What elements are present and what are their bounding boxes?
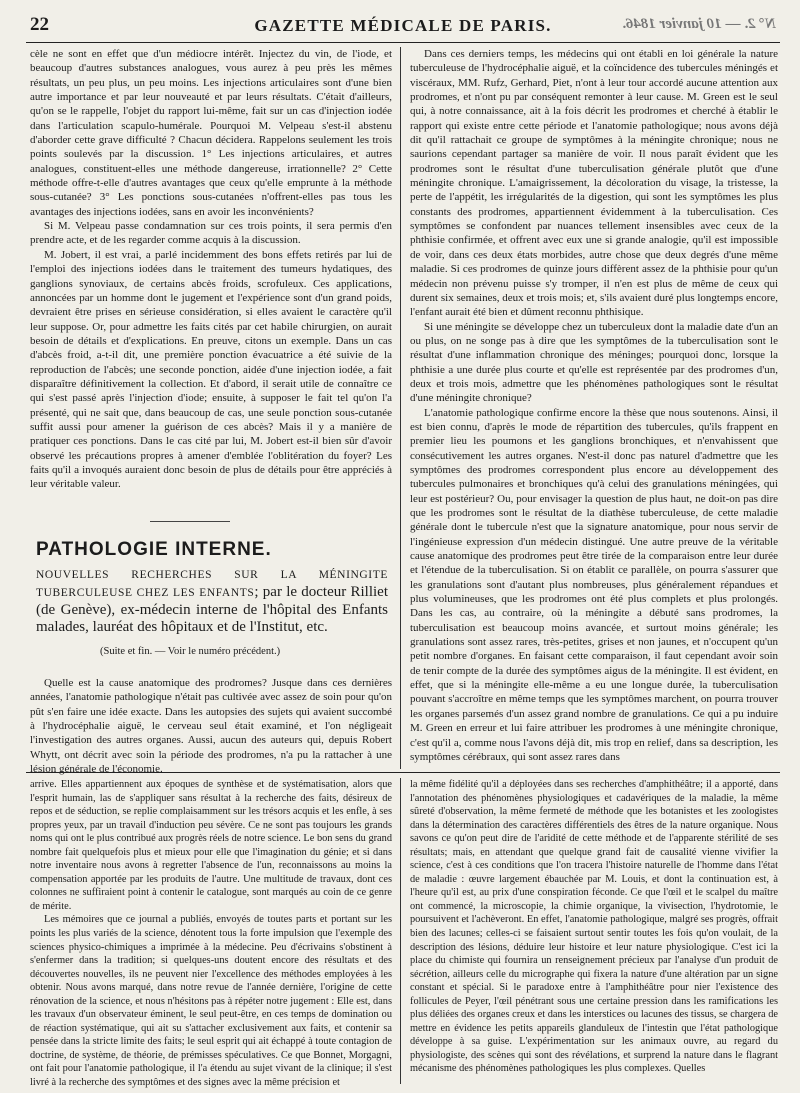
paragraph: Les mémoires que ce journal a publiés, envoyés de toutes parts et portant sur les points les plus variés de la science, dénotent tous la forte impulsion que l'exemple des sciences physico-chimiques a imprimée à la médecine. Peu d'écrivains s'obstinent à s'enfermer dans la tradition; si quelques-uns doutent encore des résultats et des découvertes nouvelles, ils ne peuvent nier l'excellence des méthodes employées à les obtenir. Nous avons marqué, dans notre revue de l'année dernière, l'origine de cette rénovation de la science, et nous n'hésitons pas à répéter notre jugement : Elle est, dans les travaux d'un observateur éminent, le seul peut-être, en ces temps de domination ou de réaction systématique, qui ait su s'attacher exclusivement aux faits, et contenir sa pensée dans la stricte limite des faits; le seul esprit qui ait échappé à toute contagion de doctrine, de système, de théorie, de prémisses spéculatives. Ce que Bonnet, Morgagni, ont fait pour l'anatomie pathologique, il l'a étendu au sujet vivant de la clinique; il s'est livré à la recherche des symptômes et des signes avec la même précision et xyxy=(30,914,392,1089)
paragraph: Dans ces derniers temps, les médecins qui ont établi en loi générale la nature tuberculeuse de l'hydrocéphalie aiguë, et la coïncidence des tubercules méningés et viscéraux, MM. Rufz, Gerhard, Piet, n'ont à leur tour accordé aucune attention aux prodromes, et n'ont pu par conséquent remonter à leur cause. M. Green est le seul qui, à notre connaissance, ait à la fois décrit les prodromes et cherché à établir le rapport qui existe entre cette période et l'anatomie pathologique; nous avons déjà dit qu'il rattachait ce groupe de symptômes à la méningite chronique; nous ne saurions cependant partager sa manière de voir. Il nous paraît évident que les prodromes sont le résultat d'une tuberculisation générale plutôt que d'une méningite chronique. L'amaigrissement, la décoloration du visage, la tristesse, la perte de l'appétit, les irrégularités de la digestion, qui sont les symptômes les plus constants des prodromes, appartiennent évidemment à la tuberculisation. Ces symptômes se confondent par nuances tellement insensibles avec ceux de la phthisie confirmée, et offrent avec eux une si grande analogie, qu'il est impossible de voir, dans ces deux états morbides, autre chose que deux degrés d'une même maladie. Si ces prodromes de quinze jours diffèrent assez de la phthisie pour qu'un médecin non prévenu puisse s'y tromper, il n'en est plus de même de ceux qui durent six semaines, deux et trois mois; et, s'ils avaient duré plus longtemps encore, l'enfant aurait été bien et dûment reconnu phthisique. xyxy=(410,48,778,319)
feuilleton-left xyxy=(30,778,392,1089)
journal-title: GAZETTE MÉDICALE DE PARIS. xyxy=(254,16,552,35)
paragraph: L'anatomie pathologique confirme encore la thèse que nous soutenons. Ainsi, il est bien connu, d'après le mode de répartition des tubercules, qu'ils frappent en premier lieu les poumons et les ganglions bronchiques, et n'envahissent que consécutivement les autres organes. N'est-il donc pas naturel d'admettre que les symptômes des prodromes correspondent plus encore au développement des tubercules pulmonaires et bronchiques qu'à celui des granulations méningées, qui leur est postérieur? Ou, pour envisager la question de plus haut, ne doit-on pas dire que les prodromes sont le résultat de la diathèse tuberculeuse, de cette maladie générale dont le tubercule n'est que la signature anatomique, pour nous servir de l'ingénieuse expression d'un médecin distingué. Une autre preuve de la véritable cause anatomique des prodromes peut être tirée de la comparaison entre leur durée et l'étendue de la tuberculisation. Si on établit ce parallèle, on pourra s'assurer que les granulations sont d'autant plus nombreuses, plus généralement répandues et plus volumineuses, que les prodromes ont été plus complets et plus prolongés. Dans les cas, au contraire, où la méningite a débuté sans prodromes, la tuberculisation est beaucoup moins avancée, et surtout moins générale; les granulations sont assez rares, très-petites, grises et non jaunes, et n'occupent qu'un petit nombre d'organes. En faisant cette comparaison, il faut cependant avoir soin de tenir compte de la durée des symptômes aigus de la méningite. Il est évident, en effet, que si la méningite elle-même a eu une longue durée, la tuberculisation pouvant s'accroître en même temps que les symptômes marchent, on pourra trouver les organes parsemés d'un assez grand nombre de granulations. Ce qui a pu induire M. Green en erreur et lui faire attribuer les prodromes à une méningite chronique, c'est qu'il a, comme nous l'avons déjà dit, mis trop en relief, dans sa description, les symptômes cérébraux, qui sont assez rares dans xyxy=(410,406,778,763)
article-subtitle: (Suite et fin. — Voir le numéro précédent.) xyxy=(100,646,281,657)
paragraph: Si une méningite se développe chez un tuberculeux dont la maladie date d'un an ou plus, on ne songe pas à dire que les symptômes de la tuberculisation sont le résultat d'une inflammation chronique des méninges; pourquoi donc, lorsque la phthisie a une durée plus courte et qu'elle est représentée par des prodromes d'un, deux et trois mois, admettre que les phénomènes pathologiques sont le résultat d'une méningite chronique? xyxy=(410,320,778,405)
article-title-author: ; par le docteur Rilliet (de Genève), ex-médecin interne de l'hôpital des Enfants malades, lauréat des hôpitaux et de l'Institut, etc. xyxy=(36,584,389,635)
feuilleton-right xyxy=(410,778,778,1084)
feuilleton-divider xyxy=(400,778,401,1084)
section-title: PATHOLOGIE INTERNE. xyxy=(36,539,272,560)
page-header xyxy=(30,14,776,40)
paragraph: M. Jobert, il est vrai, a parlé incidemment des bons effets retirés par lui de l'emploi des injections iodées dans le traitement des tumeurs hydatiques, des ganglions synoviaux, de certains abcès froids, scrofuleux. Ces applications, annoncées par un homme dont le jugement et l'expérience sont d'un grand poids, devraient être prises en sérieuse considération, si elles avaient le caractère qu'il leur suppose. Or, pour admettre les faits cités par cet habile chirurgien, on aurait besoin de détails et d'explications. En preuve, citons un exemple. Dans un cas d'abcès froid, a-t-il dit, une première ponction évacuatrice a été suivie de la reproduction de l'abcès; une seconde ponction, aidée d'une injection iodée, a fait disparaître définitivement la collection. Et d'abord, il serait utile de connaître ce qui s'est passé après l'injection d'iode; ensuite, à supposer le fait tel qu'on l'a présenté, qui ne sait que, dans beaucoup de cas, une seule ponction sous-cutanée suffit aussi pour amener la guérison de ces abcès? Mais il y a manière de pratiquer ces ponctions. Dans le cas cité par lui, M. Jobert est-il bien sûr d'avoir observé les précautions propres à amener d'emblée l'oblitération du foyer? Les faits qu'il a invoqués auraient donc besoin de plus de détails pour être appréciés à leur véritable valeur. xyxy=(30,248,392,491)
feuilleton-rule xyxy=(26,772,780,773)
paragraph: Quelle est la cause anatomique des prodromes? Jusque dans ces dernières années, l'anatomie pathologique n'était pas cultivée avec assez de soin pour qu'on pût s'en faire une idée exacte. Dans les autopsies des sujets qui avaient succombé à l'hydrocéphalie aiguë, le cerveau seul était examiné, et l'on négligeait l'investigation des autres organes. Aussi, aucun des auteurs qui, depuis Robert Whytt, ont décrit avec soin la période des prodromes, n'a pu la rattacher à une lésion générale de l'économie. xyxy=(30,677,392,776)
column-right-top xyxy=(410,47,778,769)
paragraph: cèle ne sont en effet que d'un médiocre intérêt. Injectez du vin, de l'iode, et beaucoup d'autres substances analogues, vous aurez à peu près les mêmes résultats, un peu plus, un peu moins. Les injections articulaires sont d'une bien autre importance et par leur nouveauté et par leurs résultats. C'était d'ailleurs, qu'on se le rappelle, l'objet du rapport lui-même, fait sur un cas d'injection iodée dans l'articulation scapulo-humérale. Pourquoi M. Velpeau s'est-il abstenu d'aborder cette grave difficulté ? Chacun décidera. Rappelons seulement les trois points soulevés par la discussion. 1° Les injections articulaires, et autres analogues, constituent-elles une méthode dangereuse, irrationnelle? 2° Cette méthode offre-t-elle d'autres avantages que ceux qu'elle emprunte à la méthode sous-cutanée? 3° Les ponctions sous-cutanées n'offrent-elles pas tous les avantages des injections iodées, sans en avoir les inconvénients? xyxy=(30,48,392,218)
column-left-top xyxy=(30,47,392,513)
page-number: 22 xyxy=(30,14,49,35)
header-rule xyxy=(26,42,780,43)
paragraph: Si M. Velpeau passe condamnation sur ces trois points, il sera permis d'en prendre acte, et de les regarder comme acquis à la discussion. xyxy=(30,220,392,247)
paragraph: la même fidélité qu'il a déployées dans ses recherches d'amphithéâtre; il a apporté, dans l'annotation des phénomènes physiologiques et cadavériques de la maladie, la même sûreté d'observation, la même fermeté de méthode que les botanistes et les zoologistes dans la détermination des caractères différentiels des êtres de la nature organique. Nous savons ce qu'on peut dire de l'aridité de cette méthode et de l'apparente stérilité de ses résultats; mais, en attendant que quelque grand fait de causalité vienne vivifier la science, c'est à ces conditions que l'on tracera l'histoire naturelle de l'homme dans l'état de maladie : œuvre largement ébauchée par M. Louis, et dont la continuation est, à l'heure qu'il est, au prix d'une conspiration féconde. Ce que l'œil et le scalpel du maître ont commencé, la microscopie, la chimie organique, la vivisection, l'hydrotomie, le poursuivent et l'achèveront. En effet, l'anatomie pathologique, malgré ses progrès, offrait bien des lacunes; celles-ci se faisaient surtout sentir toutes les fois qu'on voulait, de la description des lésions, déduire leur histoire et leur nature physiologique. C'est ici la place du chimiste qui fournira un renseignement précieux par l'analyse d'un produit de sécrétion, ailleurs celle du micrographe qui fixera la nature d'une altération par un signe constant et spécial. Si le paradoxe entre à l'amphithéâtre pour nier l'existence des follicules de Peyer, l'œil pénétrant sous une certaine pression dans les ramifications les plus déliées des organes creux et dans les interstices ou lacunes des tissus, se chargera de mettre en évidence les petits appareils glanduleux de l'intestin que l'état pathologique développe à sa guise. L'expérimentation sur les animaux ouvre, au regard du physiologiste, des scènes qui sont des révélations, et surprend la nature dans le flagrant mécanisme des phénomènes pathologiques les plus complexes. Quelles xyxy=(410,779,778,1075)
article-title-caps: NOUVELLES RECHERCHES SUR LA MÉNINGITE TUBERCULEUSE CHEZ LES ENFANTS xyxy=(36,569,388,599)
column-left-bottom xyxy=(30,676,392,776)
paragraph: arrive. Elles appartiennent aux époques de synthèse et de systématisation, alors que l'esprit humain, las de s'appliquer sans résultat à la recherche des faits, désireux de repos et de séduction, se replie complaisamment sur les trésors acquis et les enfle, à ses propres yeux, par un travail d'induction peu sévère. Ce ne sont pas toujours les grands noms qui ont le plus contribué aux progrès réels de notre science. Le bon sens du grand nombre fait quelquefois plus et mieux pour elle que l'imagination du génie; et si dans notre inventaire nous avons à regretter l'absence de l'un, reconnaissons au moins la compensation apportée par les produits de l'autre. Une multitude de travaux, dont ces colonnes ne suffiraient point à contenir le catalogue, sont marqués au coin de ce genre de mérite. xyxy=(30,779,392,912)
separator-rule xyxy=(150,521,230,522)
issue-date: N° 2. — 10 janvier 1846. xyxy=(622,16,776,32)
column-divider xyxy=(400,47,401,769)
article-title xyxy=(36,566,388,636)
